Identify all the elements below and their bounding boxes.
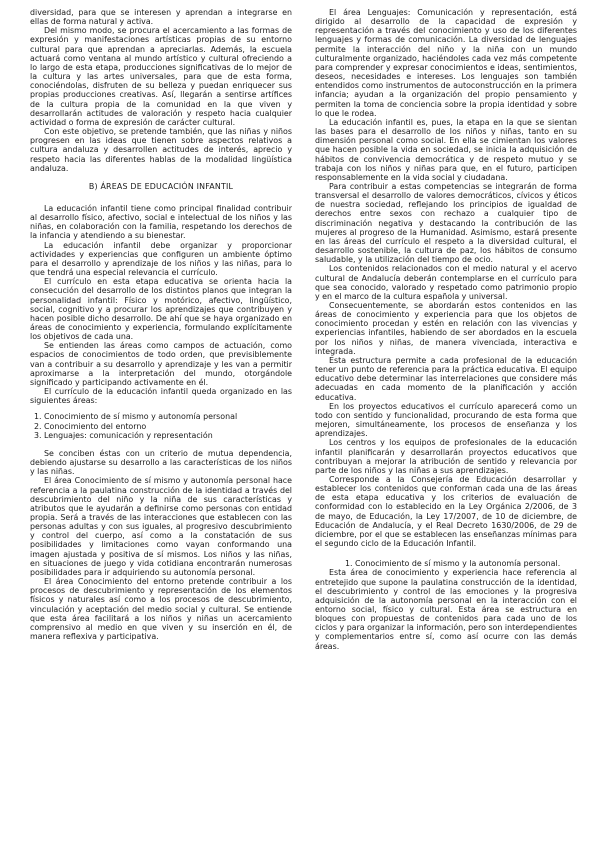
paragraph-proyectos: En los proyectos educativos el currículo aparecerá como un todo con sentido y funcionalidad, procurando de esta forma que mejoren, simultáneamente, los procesos de enseñanza y los aprendizajes. bbox=[315, 401, 577, 439]
list-item: 1. Conocimiento de sí mismo y autonomía personal bbox=[34, 412, 238, 422]
paragraph-finalidad: La educación infantil tiene como principal finalidad contribuir al desarrollo físico, afectivo, social e intelectual de los niños y las niñas, en colaboración con la familia, respetando los derechos de la infancia y atendiendo a su bienestar. bbox=[30, 203, 292, 241]
subsection-heading: 1. Conocimiento de sí mismo y la autonomía personal. bbox=[345, 559, 561, 569]
paragraph-corresponde: Corresponde a la Consejería de Educación desarrollar y establecer los contenidos que conforman cada una de las áreas de esta etapa educativa y los criterios de evaluación de conformidad con lo establecido en la Ley Orgánica 2/2006, de 3 de mayo, de Educación, la Ley 17/2007, de 10 de diciembre, de Educación de Andalucía, y el Real Decreto 1630/2006, de 29 de diciembre, por el que se establecen las enseñanzas mínimas para el segundo ciclo de la Educación Infantil. bbox=[315, 474, 577, 549]
areas-list bbox=[30, 412, 292, 439]
paragraph-area-si-mismo: El área Conocimiento de sí mismo y autonomía personal hace referencia a la paulatina construcción de la identidad a través del descubrimiento del niño y la niña de sus características y atributos que le ayudarán a definirse como personas con entidad propia. Será a través de las interacciones que establecen con las personas adultas y con sus iguales, al progresivo descubrimiento y control del cuerpo, así como a la constatación de sus posibilidades y limitaciones como vayan conformando una imagen ajustada y positiva de sí mismos. Los niños y las niñas, en situaciones de juego y vida cotidiana encontrarán numerosas posibilidades para ir adquiriendo su autonomía personal. bbox=[30, 476, 292, 577]
list-item: 3. Lenguajes: comunicación y representación bbox=[34, 430, 213, 440]
paragraph-objetivo: Con este objetivo, se pretende también, que las niñas y niños progresen en las ideas que tienen sobre aspectos relativos a cultura andaluza y desarrollen actitudes de interés, aprecio y respeto hacia las diferentes hablas de la modalidad lingüística andaluza. bbox=[30, 127, 292, 173]
paragraph-etapa: La educación infantil es, pues, la etapa en la que se sientan las bases para el desarrollo de los niños y niñas, tanto en su dimensión personal como social. En ella se cimientan los valores que hacen posible la vida en sociedad, se inicia la adquisición de hábitos de convivencia democrática y de respeto mutuo y se trabaja con los niños y niñas para que, en el futuro, participen responsablemente en la vida social y ciudadana. bbox=[315, 117, 577, 182]
paragraph-organizado: El currículo de la educación infantil queda organizado en las siguientes áreas: bbox=[30, 387, 292, 406]
section-heading: B) ÁREAS DE EDUCACIÓN INFANTIL bbox=[88, 181, 234, 191]
list-item: 2. Conocimiento del entorno bbox=[34, 421, 147, 431]
paragraph-conciben: Se conciben éstas con un criterio de mutua dependencia, debiendo ajustarse su desarrollo a las características de los niños y las niñas. bbox=[30, 448, 292, 477]
right-column bbox=[315, 8, 577, 651]
paragraph-competencias: Para contribuir a estas competencias se integrarán de forma transversal el desarrollo de valores democráticos, cívicos y éticos de nuestra sociedad, reflejando los principios de igualdad de derechos entre sexos con rechazo a cualquier tipo de discriminación negativa y destacando la contribución de las mujeres al progreso de la Humanidad. Asimismo, estará presente en las áreas del currículo el respeto a la diversidad cultural, el desarrollo sostenible, la cultura de paz, los hábitos de consumo saludable, y la utilización del tiempo de ocio. bbox=[315, 181, 577, 265]
two-column-layout bbox=[30, 8, 577, 651]
paragraph-estructura: Esta estructura permite a cada profesional de la educación tener un punto de referencia para la práctica educativa. El equipo educativo debe determinar las interrelaciones que considere más adecuadas en cada momento de la planificación y acción educativa. bbox=[315, 355, 577, 402]
paragraph-contenidos: Los contenidos relacionados con el medio natural y el acervo cultural de Andalucía deberán contemplarse en el currículo para que sea conocido, valorado y respetado como patrimonio propio y en el marco de la cultura española y universal. bbox=[315, 264, 577, 301]
paragraph-entienden: Se entienden las áreas como campos de actuación, como espacios de conocimientos de todo orden, que previsiblemente van a contribuir a su desarrollo y aprendizaje y les van a permitir aproximarse a la interpretación del mundo, otorgándole significado y participando activamente en él. bbox=[30, 341, 292, 387]
paragraph-continuation: diversidad, para que se interesen y aprendan a integrarse en ellas de forma natural y activa. bbox=[30, 8, 292, 27]
paragraph-curriculo: El currículo en esta etapa educativa se orienta hacia la consecución del desarrollo de los distintos planos que integran la personalidad infantil: Físico y motórico, afectivo, lingüístico, social, cognitivo y a procurar los aprendizajes que contribuyen y hacen posible dicho desarrollo. De ahí que se haya organizado en áreas de conocimiento y experiencia, formulando explícitamente los objetivos de cada una. bbox=[30, 277, 292, 342]
paragraph-centros: Los centros y los equipos de profesionales de la educación infantil planificarán y desarrollarán proyectos educativos que contribuyan a mejorar la atribución de sentido y relevancia por parte de los niños y las niñas a sus aprendizajes. bbox=[315, 438, 577, 475]
paragraph-mismo-modo: Del mismo modo, se procura el acercamiento a las formas de expresión y manifestaciones artísticas propias de su entorno cultural para que aprendan a apreciarlas. Además, la escuela actuará como ventana al mundo artístico y cultural ofreciendo a lo largo de esta etapa, producciones significativas de lo mejor de la cultura y las artes universales, para que de esta forma, conociéndolas, disfruten de su belleza y puedan enriquecer sus propias producciones creativas. Así, llegarán a sentirse artífices de la cultura propia de la comunidad en la que viven y desarrollarán actitudes de valoración y respeto hacia cualquier actividad o forma de expresión de carácter cultural. bbox=[30, 26, 292, 127]
left-column bbox=[30, 8, 292, 651]
paragraph-area-entorno: El área Conocimiento del entorno pretende contribuir a los procesos de descubrimiento y representación de los elementos físicos y naturales así como a los procesos de descubrimiento, vinculación y aceptación del medio social y cultural. Se entiende que esta área facilitará a los niños y niñas un acercamiento comprensivo al medio en que viven y su inserción en él, de manera reflexiva y participativa. bbox=[30, 577, 292, 641]
paragraph-area-referencia: Esta área de conocimiento y experiencia hace referencia al entretejido que supone la paulatina construcción de la identidad, el descubrimiento y control de las emociones y la progresiva adquisición de la autonomía personal en la interacción con el entorno social, físico y cultural. Esta área se estructura en bloques con propuestas de contenidos para cada uno de los ciclos y para organizar la información, pero son interdependientes y complementarios entre sí, como así ocurre con las demás áreas. bbox=[315, 568, 577, 651]
paragraph-consecuentemente: Consecuentemente, se abordarán estos contenidos en las áreas de conocimiento y experiencia para que los objetos de conocimiento procedan y estén en relación con las vivencias y experiencias infantiles, habiendo de ser abordados en la escuela por los niños y niñas, de manera vivenciada, interactiva e integrada. bbox=[315, 301, 577, 356]
paragraph-lenguajes: El área Lenguajes: Comunicación y representación, está dirigido al desarrollo de la capacidad de expresión y representación a través del conocimiento y uso de los diferentes lenguajes y formas de comunicación. La diversidad de lenguajes permite la interacción del niño y la niña con un mundo culturalmente organizado, haciéndoles cada vez más competente para comprender y expresar conocimientos e ideas, sentimientos, deseos, necesidades e intereses. Los lenguajes son también entendidos como instrumentos de autoconstrucción en la primera infancia; ayudan a la organización del propio pensamiento y permiten la toma de conciencia sobre la propia identidad y sobre lo que le rodea. bbox=[315, 8, 577, 118]
paragraph-debe-organizar: La educación infantil debe organizar y proporcionar actividades y experiencias que configuren un ambiente óptimo para el desarrollo y aprendizaje de los niños y las niñas, para lo que tendrá una especial relevancia el currículo. bbox=[30, 240, 292, 278]
